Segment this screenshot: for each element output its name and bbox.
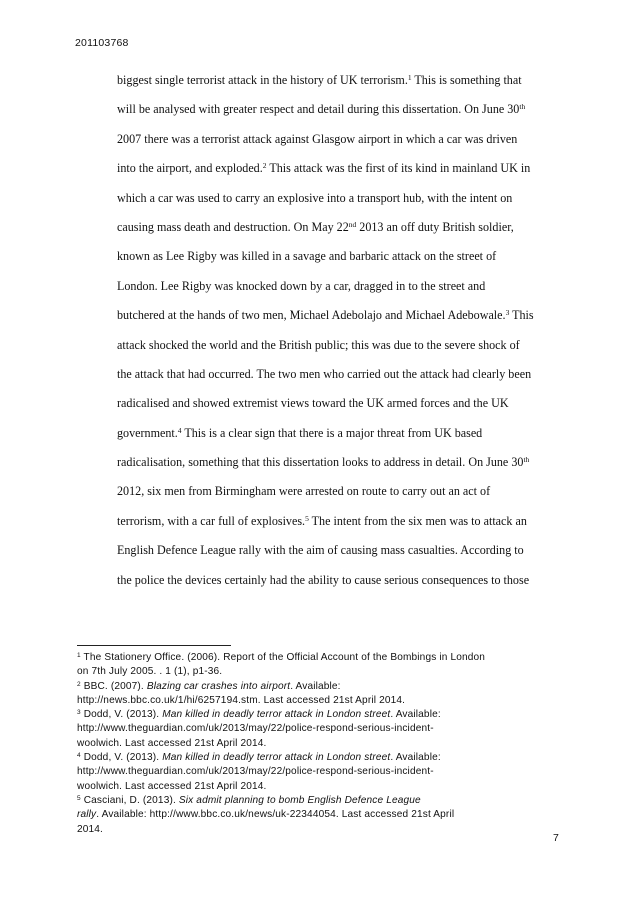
footnote-line <box>77 751 557 765</box>
body-line-text: London. Lee Rigby was knocked down by a car, dragged in to the street and <box>117 278 486 293</box>
footnote-number: 5 <box>77 794 81 802</box>
footnote-text: http://www.theguardian.com/uk/2013/may/22/police-respond-serious-incident- <box>77 723 434 735</box>
footnote-reference: 2 <box>262 161 267 171</box>
footnote-line <box>77 665 557 679</box>
body-line <box>117 389 547 418</box>
footnote-text: BBC. (2007). <box>80 680 147 692</box>
body-line <box>117 477 547 506</box>
footnote-line <box>77 765 557 779</box>
footnote-number: 3 <box>77 709 81 717</box>
body-line-tail: This <box>509 308 534 323</box>
body-line-text: radicalised and showed extremist views toward the UK armed forces and the UK <box>117 396 509 411</box>
body-line <box>117 184 547 213</box>
body-line <box>117 154 547 183</box>
body-paragraph <box>117 66 547 595</box>
footnote-separator <box>77 645 231 646</box>
footnote-text: 2014. <box>77 823 104 835</box>
footnote-line <box>77 823 557 837</box>
body-line-tail: 2013 an off duty British soldier, <box>356 219 514 234</box>
body-line-tail: This attack was the first of its kind in mainland UK in <box>266 161 531 176</box>
footnote-text: . Available: <box>390 752 441 764</box>
footnote-text: http://www.theguardian.com/uk/2013/may/22/police-respond-serious-incident- <box>77 766 434 778</box>
body-line <box>117 272 547 301</box>
footnote-reference: 5 <box>305 513 309 523</box>
footnote-title: Man killed in deadly terror attack in London street <box>162 752 391 764</box>
footnote-text: woolwich. Last accessed 21st April 2014. <box>77 737 267 749</box>
footnote-title: Blazing car crashes into airport <box>146 680 291 692</box>
footnote-line <box>77 722 557 736</box>
body-line <box>117 213 547 242</box>
footnote-text: . Available: <box>390 709 441 721</box>
body-line <box>117 419 547 448</box>
body-line <box>117 301 547 330</box>
footnote-line <box>77 780 557 794</box>
body-line <box>117 242 547 271</box>
footnote-reference: 1 <box>407 73 412 82</box>
footnote-text: . Available: <box>290 680 341 692</box>
footnote-text: Casciani, D. (2013). <box>80 794 179 806</box>
body-line-text: the attack that had occurred. The two men who carried out the attack had clearly been <box>117 366 532 381</box>
footnote-reference: nd <box>348 219 357 229</box>
footnote-title: Man killed in deadly terror attack in London street <box>162 709 391 721</box>
body-line <box>117 360 547 389</box>
footnote-number: 1 <box>77 652 81 659</box>
footnote-line <box>77 808 557 822</box>
footnote-text: on 7th July 2005. . 1 (1), p1-36. <box>77 666 223 678</box>
body-line-text: attack shocked the world and the British public; this was due to the severe shock of <box>117 337 520 352</box>
body-line-text: 2007 there was a terrorist attack against Glasgow airport in which a car was driven <box>117 131 518 146</box>
body-line-tail: This is a clear sign that there is a major threat from UK based <box>181 425 483 440</box>
body-line-text: will be analysed with greater respect and detail during this dissertation. On June 30 <box>117 102 520 117</box>
body-line <box>117 95 547 124</box>
body-line-tail: The intent from the six men was to attack an <box>308 513 527 528</box>
footnote-line <box>77 708 557 722</box>
body-line <box>117 66 547 95</box>
body-line-text: 2012, six men from Birmingham were arrested on route to carry out an act of <box>117 484 491 499</box>
footnote-line <box>77 694 557 708</box>
body-line-text: causing mass death and destruction. On May 22 <box>117 219 349 234</box>
footnote-title: Six admit planning to bomb English Defence League <box>178 794 421 806</box>
footnote-line <box>77 680 557 694</box>
footnote-text: . Available: http://www.bbc.co.uk/news/uk-22344054. Last accessed 21st April <box>96 809 455 821</box>
page-number: 7 <box>553 832 559 844</box>
footnote-line <box>77 794 557 808</box>
footnote-reference: 3 <box>505 308 510 318</box>
body-line-text: radicalisation, something that this dissertation looks to address in detail. On June 30 <box>117 455 524 470</box>
body-line-text: the police the devices certainly had the ability to cause serious consequences to those <box>117 572 530 587</box>
footnote-line <box>77 651 557 665</box>
footnote-text: http://news.bbc.co.uk/1/hi/6257194.stm. Last accessed 21st April 2014. <box>77 694 406 706</box>
footnote-reference: 4 <box>177 425 182 435</box>
body-line <box>117 536 547 565</box>
body-line <box>117 331 547 360</box>
header-student-id: 201103768 <box>75 37 129 49</box>
footnote-text: The Stationery Office. (2006). Report of the Official Account of the Bombings in London <box>80 652 486 663</box>
body-line-text: biggest single terrorist attack in the history of UK terrorism. <box>117 73 408 87</box>
footnote-text: woolwich. Last accessed 21st April 2014. <box>77 780 267 792</box>
footnote-line <box>77 737 557 751</box>
body-line-text: which a car was used to carry an explosive into a transport hub, with the intent on <box>117 190 513 205</box>
body-line-text: government. <box>117 425 178 440</box>
body-line-tail: This is something that <box>411 73 522 87</box>
footnote-reference: th <box>523 455 530 465</box>
footnote-number: 4 <box>77 752 81 760</box>
footnote-title: rally <box>77 809 97 821</box>
footnote-text: Dodd, V. (2013). <box>80 752 163 764</box>
body-line-text: into the airport, and exploded. <box>117 161 263 176</box>
body-line-text: terrorism, with a car full of explosives. <box>117 513 306 528</box>
body-line <box>117 566 547 595</box>
footnote-number: 2 <box>77 680 81 688</box>
footnote-text: Dodd, V. (2013). <box>80 709 163 721</box>
body-line-text: known as Lee Rigby was killed in a savage and barbaric attack on the street of <box>117 249 497 264</box>
body-line-text: English Defence League rally with the aim of causing mass casualties. According to <box>117 543 524 558</box>
body-line <box>117 448 547 477</box>
body-line-text: butchered at the hands of two men, Michael Adebolajo and Michael Adebowale. <box>117 308 506 323</box>
footnotes <box>77 651 557 837</box>
body-line <box>117 507 547 536</box>
body-line <box>117 125 547 154</box>
footnote-reference: th <box>519 102 526 112</box>
